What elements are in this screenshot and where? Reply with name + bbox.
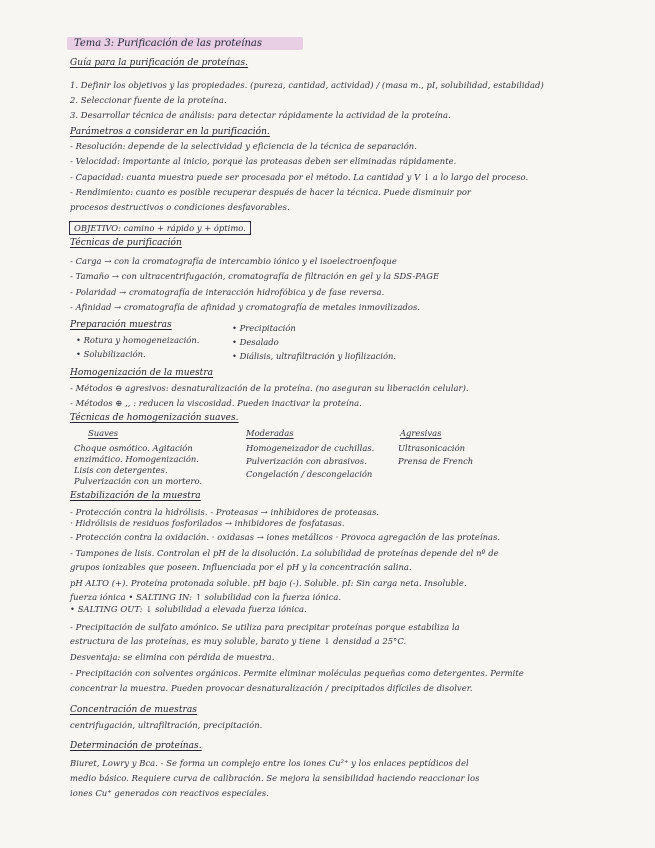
homogenization-heading: Homogenización de la muestra (70, 368, 214, 378)
stabilization-heading: Estabilización de la muestra (70, 491, 201, 501)
stabilization-line-11: Desventaja: se elimina con pérdida de muestra. (70, 652, 275, 662)
moderadas-3: Congelación / descongelación (246, 469, 373, 479)
preparation-heading: Preparación muestras (70, 320, 172, 330)
stabilization-line-8: • SALTING OUT: ↓ solubilidad a elevada fuerza iónica. (70, 604, 307, 614)
guide-item-3: 3. Desarrollar técnica de análisis: para detectar rápidamente la actividad de la proteína. (70, 110, 451, 120)
col-header-moderadas: Moderadas (246, 428, 294, 438)
homogenization-item-2: - Métodos ⊕ ,, : reducen la viscosidad. Pueden inactivar la proteína. (70, 398, 362, 408)
agresivas-1: Ultrasonicación (398, 443, 465, 453)
stabilization-line-13: concentrar la muestra. Pueden provocar desnaturalización / precipitados difíciles de disolver. (70, 683, 473, 693)
suaves-3: Lisis con detergentes. (74, 465, 168, 475)
moderadas-1: Homogeneizador de cuchillas. (246, 443, 375, 453)
params-item-5: procesos destructivos o condiciones desfavorables. (70, 202, 290, 212)
determination-heading: Determinación de proteínas. (70, 741, 202, 751)
stabilization-line-3: - Protección contra la oxidación. · oxidasas → iones metálicos · Provoca agregación de las proteínas. (70, 532, 501, 542)
determination-line-1: Biuret, Lowry y Bca. - Se forma un complejo entre los iones Cu²⁺ y los enlaces peptídicos del (70, 758, 469, 768)
stabilization-line-1: - Protección contra la hidrólisis. - Proteasas → inhibidores de proteasas. (70, 507, 380, 517)
stabilization-line-7: fuerza iónica • SALTING IN: ↑ solubilidad con la fuerza iónica. (70, 592, 342, 602)
suaves-4: Pulverización con un mortero. (74, 476, 203, 486)
technique-affinity: - Afinidad → cromatografía de afinidad y cromatografía de metales inmovilizados. (70, 302, 421, 312)
stabilization-line-2: · Hidrólisis de residuos fosforilados → inhibidores de fosfatasas. (70, 518, 345, 528)
params-item-3: - Capacidad: cuanta muestra puede ser procesada por el método. La cantidad y V ↓ a lo largo del proceso. (70, 172, 529, 182)
params-item-2: - Velocidad: importante al inicio, porque las proteasas deben ser eliminadas rápidamente. (70, 156, 457, 166)
params-item-4: - Rendimiento: cuanto es posible recuperar después de hacer la técnica. Puede disminuir por (70, 187, 471, 197)
guide-heading: Guía para la purificación de proteínas. (70, 58, 249, 68)
params-item-1: - Resolución: depende de la selectividad y eficiencia de la técnica de separación. (70, 141, 417, 151)
stabilization-line-4: - Tampones de lisis. Controlan el pH de la disolución. La solubilidad de proteínas depende del nº de (70, 548, 499, 558)
stabilization-line-12: - Precipitación con solventes orgánicos. Permite eliminar moléculas pequeñas como detergentes. Permite (70, 668, 524, 678)
homogenization-item-1: - Métodos ⊖ agresivos: desnaturalización de la proteína. (no aseguran su liberación celular). (70, 383, 469, 393)
agresivas-2: Prensa de French (398, 456, 474, 466)
preparation-right-1: • Precipitación (232, 323, 296, 333)
col-header-agresivas: Agresivas (400, 428, 442, 438)
page-title: Tema 3: Purificación de las proteínas (74, 38, 263, 49)
preparation-left-1: • Rotura y homogeneización. (76, 335, 200, 345)
techniques-heading: Técnicas de purificación (70, 238, 182, 248)
suaves-2: enzimático. Homogenización. (74, 454, 199, 464)
technique-polarity: - Polaridad → cromatografía de interacción hidrofóbica y de fase reversa. (70, 287, 385, 297)
suaves-1: Choque osmótico. Agitación (74, 443, 193, 453)
stabilization-line-5: grupos ionizables que poseen. Influenciada por el pH y la concentración salina. (70, 562, 412, 572)
stabilization-line-6: pH ALTO (+). Proteína protonada soluble. pH bajo (-). Soluble. pI: Sin carga neta. Insoluble. (70, 578, 467, 588)
params-heading: Parámetros a considerar en la purificación. (70, 127, 270, 137)
determination-line-2: medio básico. Requiere curva de calibración. Se mejora la sensibilidad haciendo reaccionar los (70, 773, 480, 783)
technique-size: - Tamaño → con ultracentrifugación, cromatografía de filtración en gel y la SDS-PAGE (70, 271, 440, 281)
stabilization-line-9: - Precipitación de sulfato amónico. Se utiliza para precipitar proteínas porque estabiliza la (70, 622, 460, 632)
objective-box: OBJETIVO: camino + rápido y + óptimo. (69, 221, 251, 235)
moderadas-2: Pulverización con abrasivos. (246, 456, 367, 466)
guide-item-1: 1. Definir los objetivos y las propiedades. (pureza, cantidad, actividad) / (masa m., pI, solubilidad, estabilidad) (70, 80, 544, 90)
stabilization-line-10: estructura de las proteínas, es muy soluble, barato y tiene ↓ densidad a 25°C. (70, 636, 407, 646)
concentration-text: centrifugación, ultrafiltración, precipitación. (70, 720, 263, 730)
concentration-heading: Concentración de muestras (70, 705, 197, 715)
preparation-right-2: • Desalado (232, 337, 279, 347)
technique-charge: - Carga → con la cromatografía de intercambio iónico y el isoelectroenfoque (70, 256, 397, 266)
soft-heading: Técnicas de homogenización suaves. (70, 413, 239, 423)
determination-line-3: iones Cu⁺ generados con reactivos especiales. (70, 788, 269, 798)
col-header-suaves: Suaves (88, 428, 119, 438)
preparation-left-2: • Solubilización. (76, 349, 146, 359)
guide-item-2: 2. Seleccionar fuente de la proteína. (70, 95, 227, 105)
preparation-right-3: • Diálisis, ultrafiltración y liofilización. (232, 351, 397, 361)
